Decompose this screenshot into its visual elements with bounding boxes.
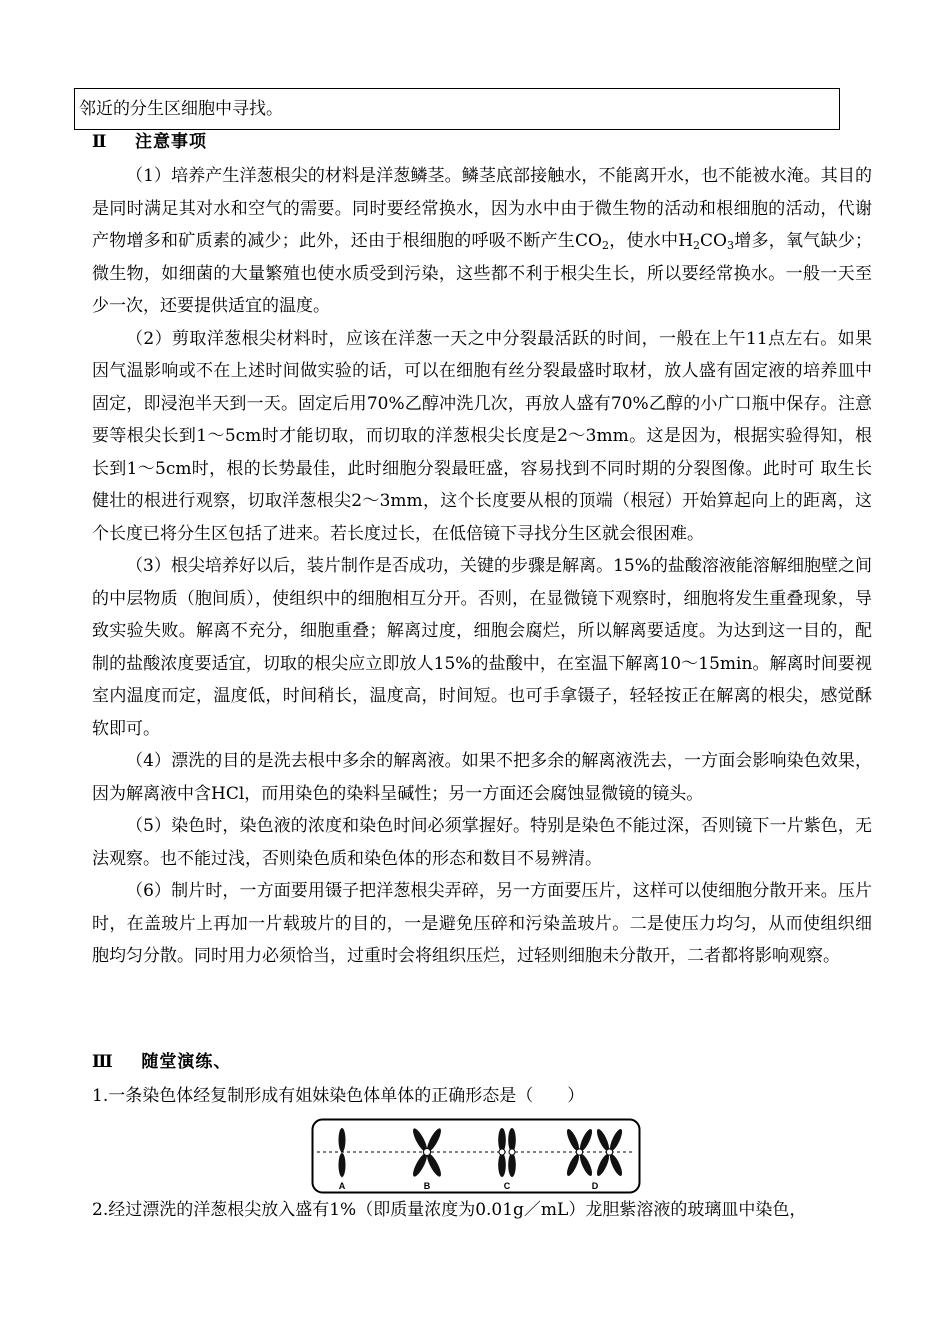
notes-content	[92, 160, 872, 973]
figure-label-c: C	[503, 1181, 511, 1191]
section-title: 注意事项	[135, 132, 208, 152]
section-heading-3	[92, 1050, 231, 1074]
section-number: Ⅲ	[92, 1052, 114, 1072]
section-number: Ⅱ	[92, 132, 108, 152]
question-1: 1.一条染色体经复制形成有姐妹染色体单体的正确形态是（ ）	[92, 1086, 585, 1106]
chromosome-figure	[311, 1118, 641, 1194]
paragraph-5: （5）染色时，染色液的浓度和染色时间必须掌握好。特别是染色不能过深，否则镜下一片紫色，无法观察。也不能过浅，否则染色质和染色体的形态和数目不易辨清。	[92, 816, 872, 869]
figure-label-b: B	[423, 1181, 431, 1191]
paragraph-1: （1）培养产生洋葱根尖的材料是洋葱鳞茎。鳞茎底部接触水，不能离开水，也不能被水淹。其目的是同时满足其对水和空气的需要。同时要经常换水，因为水中由于微生物的活动和根细胞的活动，代谢产物增多和矿质素的减少；此外，还由于根细胞的呼吸不断产生$CO_2$，使水中$H_2CO_3$增多，氧气缺少；微生物，如细菌的大量繁殖也使水质受到污染，这些都不利于根尖生长，所以要经常换水。一般一天至少一次，还要提供适宜的温度。	[92, 166, 873, 316]
figure-label-a: A	[338, 1181, 346, 1191]
chromosome-c-icon	[498, 1128, 516, 1177]
boxed-text: 邻近的分生区细胞中寻找。	[74, 88, 840, 130]
section-heading-2	[92, 130, 207, 154]
chromosome-a-icon	[339, 1128, 346, 1178]
paragraph-6: （6）制片时，一方面要用镊子把洋葱根尖弄碎，另一方面要压片，这样可以使细胞分散开来。压片时，在盖玻片上再加一片载玻片的目的，一是避免压碎和污染盖玻片。二是使压力均匀，从而使组织细胞均匀分散。同时用力必须恰当，过重时会将组织压烂，过轻则细胞未分散开，二者都将影响观察。	[92, 881, 872, 966]
figure-label-d: D	[591, 1181, 599, 1191]
question-2: 2.经过漂洗的洋葱根尖放入盛有1%（即质量浓度为0.01g／mL）龙胆紫溶液的玻璃皿中染色，	[92, 1200, 807, 1220]
paragraph-3: （3）根尖培养好以后，装片制作是否成功，关键的步骤是解离。15%的盐酸溶液能溶解细胞壁之间的中层物质（胞间质），使组织中的细胞相互分开。否则，在显微镜下观察时，细胞将发生重叠现象，导致实验失败。解离不充分，细胞重叠；解离过度，细胞会腐烂，所以解离要适度。为达到这一目的，配制的盐酸浓度要适宜，切取的根尖应立即放人15%的盐酸中，在室温下解离10～15min。解离时间要视室内温度而定，温度低，时间稍长，温度高，时间短。也可手拿镊子，轻轻按正在解离的根尖，感觉酥软即可。	[92, 556, 872, 739]
section-title: 随堂演练、	[141, 1052, 232, 1072]
paragraph-2: （2）剪取洋葱根尖材料时，应该在洋葱一天之中分裂最活跃的时间，一般在上午11点左右。如果因气温影响或不在上述时间做实验的话，可以在细胞有丝分裂最盛时取材，放人盛有固定液的培养皿中固定，即浸泡半天到一天。固定后用70%乙醇冲洗几次，再放人盛有70%乙醇的小广口瓶中保存。注意要等根尖长到1～5cm时才能切取，而切取的洋葱根尖长度是2～3mm。这是因为，根据实验得知，根长到1～5cm时，根的长势最佳，此时细胞分裂最旺盛，容易找到不同时期的分裂图像。此时可 取生长健壮的根进行观察，切取洋葱根尖2～3mm，这个长度要从根的顶端（根冠）开始算起向上的距离，这个长度已将分生区包括了进来。若长度过长，在低倍镜下寻找分生区就会很困难。	[92, 328, 872, 544]
paragraph-4: （4）漂洗的目的是洗去根中多余的解离液。如果不把多余的解离液洗去，一方面会影响染色效果，因为解离液中含HCl，而用染色的染料呈碱性；另一方面还会腐蚀显微镜的镜头。	[92, 751, 872, 804]
